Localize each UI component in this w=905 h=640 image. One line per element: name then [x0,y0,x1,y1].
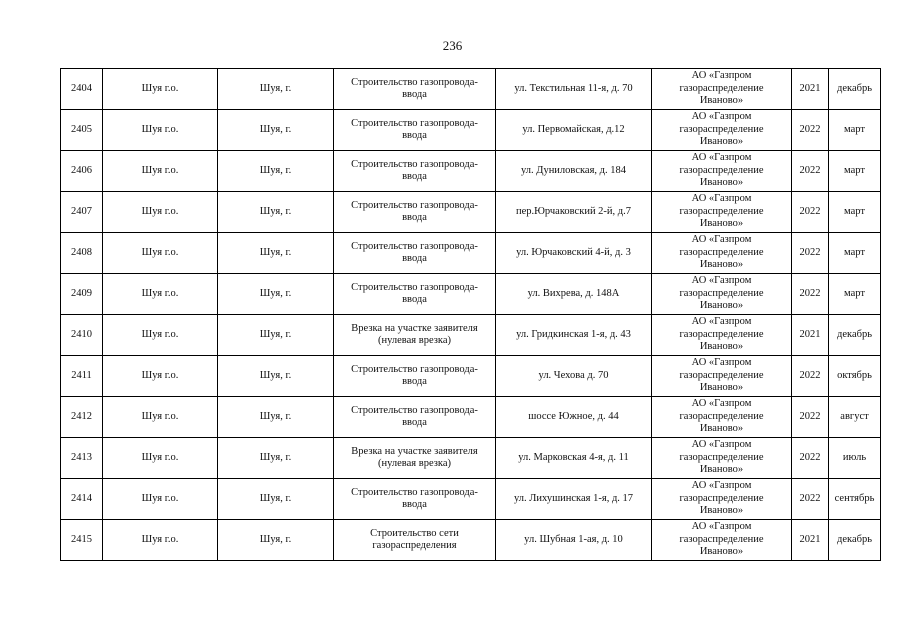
cell-year: 2022 [792,192,829,233]
work-type-line-1: Строительство газопровода- [351,281,478,293]
cell-number: 2409 [61,274,103,315]
gasification-table [60,68,881,561]
organization-line-3: Иваново» [699,300,744,312]
organization-line-3: Иваново» [699,95,744,107]
table-row [61,520,881,561]
work-type-line-2: ввода [402,212,427,223]
cell-district: Шуя г.о. [103,479,218,520]
work-type-line-2: ввода [402,294,427,305]
organization-line-1: АО «Газпром [691,480,752,492]
work-type-line-1: Строительство газопровода- [351,363,478,375]
cell-city: Шуя, г. [218,479,334,520]
table-row [61,192,881,233]
cell-district: Шуя г.о. [103,192,218,233]
cell-work-type [334,397,496,438]
organization-line-1: АО «Газпром [691,234,752,246]
cell-address: ул. Марковская 4-я, д. 11 [496,438,652,479]
organization-line-1: АО «Газпром [691,70,752,82]
cell-year: 2021 [792,315,829,356]
cell-organization [652,438,792,479]
cell-address: пер.Юрчаковский 2-й, д.7 [496,192,652,233]
cell-month: декабрь [829,520,881,561]
cell-work-type [334,151,496,192]
cell-work-type [334,192,496,233]
organization-line-3: Иваново» [699,136,744,148]
work-type-line-1: Строительство газопровода- [351,199,478,211]
cell-organization [652,274,792,315]
cell-city: Шуя, г. [218,233,334,274]
cell-address: ул. Первомайская, д.12 [496,110,652,151]
cell-work-type [334,69,496,110]
organization-line-2: газораспределение [679,369,764,381]
cell-district: Шуя г.о. [103,233,218,274]
cell-number: 2407 [61,192,103,233]
cell-work-type [334,315,496,356]
table-row [61,438,881,479]
cell-year: 2022 [792,438,829,479]
organization-line-3: Иваново» [699,382,744,394]
organization-line-3: Иваново» [699,177,744,189]
cell-district: Шуя г.о. [103,151,218,192]
cell-month: март [829,233,881,274]
cell-number: 2414 [61,479,103,520]
organization-line-2: газораспределение [679,492,764,504]
cell-month: сентябрь [829,479,881,520]
organization-line-3: Иваново» [699,546,744,558]
organization-line-1: АО «Газпром [691,316,752,328]
cell-city: Шуя, г. [218,397,334,438]
cell-address: ул. Лихушинская 1-я, д. 17 [496,479,652,520]
cell-year: 2022 [792,151,829,192]
table-row [61,233,881,274]
cell-number: 2415 [61,520,103,561]
cell-organization [652,315,792,356]
cell-city: Шуя, г. [218,438,334,479]
table-row [61,315,881,356]
cell-number: 2404 [61,69,103,110]
cell-organization [652,192,792,233]
organization-line-3: Иваново» [699,505,744,517]
cell-district: Шуя г.о. [103,520,218,561]
cell-district: Шуя г.о. [103,356,218,397]
cell-address: шоссе Южное, д. 44 [496,397,652,438]
work-type-line-1: Строительство газопровода- [351,158,478,170]
cell-month: март [829,192,881,233]
cell-year: 2021 [792,69,829,110]
work-type-line-2: ввода [402,499,427,510]
cell-number: 2413 [61,438,103,479]
work-type-line-2: ввода [402,171,427,182]
organization-line-3: Иваново» [699,341,744,353]
cell-year: 2022 [792,397,829,438]
cell-organization [652,520,792,561]
cell-district: Шуя г.о. [103,110,218,151]
cell-district: Шуя г.о. [103,438,218,479]
cell-work-type [334,110,496,151]
cell-city: Шуя, г. [218,151,334,192]
cell-city: Шуя, г. [218,69,334,110]
organization-line-2: газораспределение [679,451,764,463]
cell-address: ул. Чехова д. 70 [496,356,652,397]
table-row [61,69,881,110]
cell-year: 2022 [792,479,829,520]
cell-year: 2022 [792,356,829,397]
cell-year: 2022 [792,274,829,315]
cell-organization [652,233,792,274]
organization-line-1: АО «Газпром [691,193,752,205]
cell-work-type [334,438,496,479]
cell-number: 2412 [61,397,103,438]
organization-line-2: газораспределение [679,164,764,176]
cell-organization [652,110,792,151]
work-type-line-1: Строительство сети [370,527,459,539]
work-type-line-1: Врезка на участке заявителя [351,445,478,457]
work-type-line-2: ввода [402,376,427,387]
cell-number: 2408 [61,233,103,274]
cell-month: март [829,274,881,315]
organization-line-1: АО «Газпром [691,111,752,123]
cell-address: ул. Гридкинская 1-я, д. 43 [496,315,652,356]
cell-month: март [829,110,881,151]
table-row [61,110,881,151]
work-type-line-1: Строительство газопровода- [351,117,478,129]
organization-line-3: Иваново» [699,464,744,476]
cell-address: ул. Вихрева, д. 148А [496,274,652,315]
cell-month: октябрь [829,356,881,397]
cell-number: 2405 [61,110,103,151]
cell-city: Шуя, г. [218,274,334,315]
work-type-line-1: Строительство газопровода- [351,240,478,252]
organization-line-2: газораспределение [679,533,764,545]
cell-district: Шуя г.о. [103,397,218,438]
work-type-line-2: газораспределения [372,540,457,551]
cell-district: Шуя г.о. [103,315,218,356]
organization-line-2: газораспределение [679,246,764,258]
table-row [61,356,881,397]
cell-number: 2410 [61,315,103,356]
organization-line-2: газораспределение [679,123,764,135]
cell-address: ул. Текстильная 11-я, д. 70 [496,69,652,110]
cell-organization [652,397,792,438]
work-type-line-2: ввода [402,89,427,100]
cell-year: 2021 [792,520,829,561]
table-row [61,274,881,315]
work-type-line-2: ввода [402,130,427,141]
work-type-line-1: Строительство газопровода- [351,76,478,88]
cell-city: Шуя, г. [218,520,334,561]
work-type-line-2: (нулевая врезка) [378,458,451,469]
organization-line-1: АО «Газпром [691,521,752,533]
cell-year: 2022 [792,233,829,274]
cell-address: ул. Шубная 1-ая, д. 10 [496,520,652,561]
cell-number: 2406 [61,151,103,192]
organization-line-1: АО «Газпром [691,439,752,451]
cell-address: ул. Дуниловская, д. 184 [496,151,652,192]
cell-work-type [334,356,496,397]
cell-month: июль [829,438,881,479]
organization-line-3: Иваново» [699,423,744,435]
cell-year: 2022 [792,110,829,151]
work-type-line-1: Строительство газопровода- [351,486,478,498]
work-type-line-2: (нулевая врезка) [378,335,451,346]
cell-organization [652,69,792,110]
organization-line-1: АО «Газпром [691,275,752,287]
cell-number: 2411 [61,356,103,397]
organization-line-2: газораспределение [679,82,764,94]
organization-line-2: газораспределение [679,205,764,217]
cell-month: август [829,397,881,438]
table-row [61,397,881,438]
cell-city: Шуя, г. [218,110,334,151]
cell-district: Шуя г.о. [103,274,218,315]
cell-city: Шуя, г. [218,192,334,233]
organization-line-1: АО «Газпром [691,152,752,164]
cell-work-type [334,233,496,274]
work-type-line-1: Врезка на участке заявителя [351,322,478,334]
organization-line-3: Иваново» [699,218,744,230]
cell-month: декабрь [829,315,881,356]
table-body [61,69,881,561]
table-row [61,151,881,192]
work-type-line-2: ввода [402,253,427,264]
work-type-line-1: Строительство газопровода- [351,404,478,416]
work-type-line-2: ввода [402,417,427,428]
organization-line-1: АО «Газпром [691,357,752,369]
cell-city: Шуя, г. [218,356,334,397]
cell-city: Шуя, г. [218,315,334,356]
page-number: 236 [442,38,463,53]
organization-line-2: газораспределение [679,328,764,340]
cell-work-type [334,479,496,520]
organization-line-3: Иваново» [699,259,744,271]
cell-month: март [829,151,881,192]
cell-organization [652,356,792,397]
cell-address: ул. Юрчаковский 4-й, д. 3 [496,233,652,274]
organization-line-1: АО «Газпром [691,398,752,410]
cell-work-type [334,520,496,561]
organization-line-2: газораспределение [679,410,764,422]
cell-work-type [334,274,496,315]
organization-line-2: газораспределение [679,287,764,299]
cell-month: декабрь [829,69,881,110]
cell-organization [652,151,792,192]
cell-district: Шуя г.о. [103,69,218,110]
table-row [61,479,881,520]
cell-organization [652,479,792,520]
